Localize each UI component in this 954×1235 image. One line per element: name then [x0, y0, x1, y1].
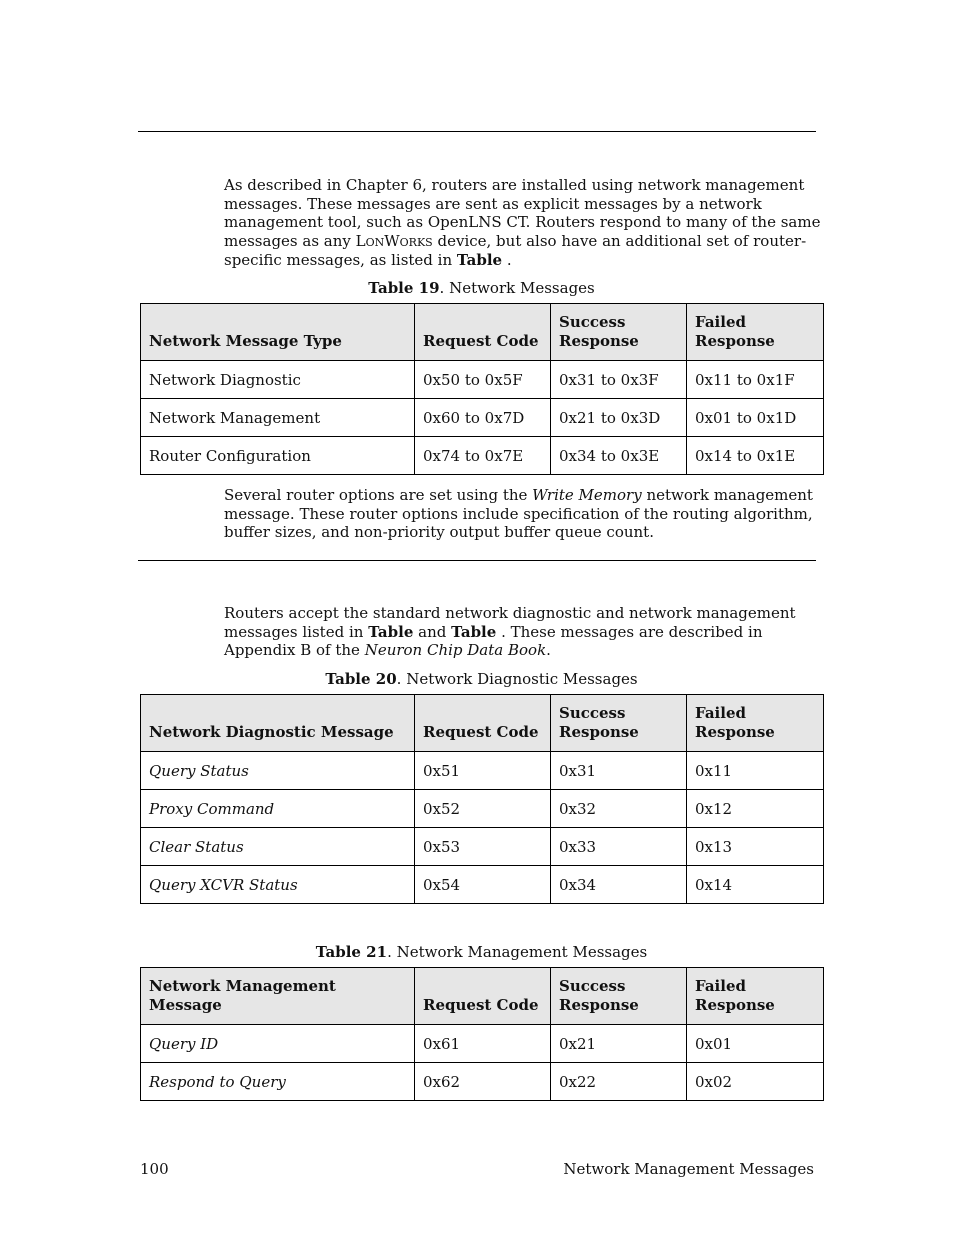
- table-cell: 0x51: [415, 752, 551, 790]
- table-cell: 0x52: [415, 790, 551, 828]
- table-reference: Table: [456, 250, 503, 269]
- table-cell: 0x31 to 0x3F: [551, 361, 687, 399]
- table-row: [141, 399, 824, 437]
- table-cell: Respond to Query: [141, 1063, 415, 1101]
- table-header-row: [141, 304, 824, 361]
- table-cell: 0x11 to 0x1F: [687, 361, 824, 399]
- header-cell: Failed Response: [687, 695, 824, 752]
- standard-text: Routers accept the standard network diagnostic and network management messages listed in: [224, 604, 796, 641]
- caption-label: Table 20: [325, 670, 397, 688]
- header-cell: Failed Response: [687, 304, 824, 361]
- options-text-2: network management message. These router options include specification of the routing algorithm, buffer sizes, and non-priority output buffer queue count.: [224, 486, 813, 542]
- options-text: Several router options are set using the: [224, 486, 533, 504]
- table-cell: 0x14 to 0x1E: [687, 437, 824, 475]
- table-cell: 0x14: [687, 866, 824, 904]
- table-reference: Table: [368, 622, 414, 641]
- table-cell: 0x60 to 0x7D: [415, 399, 551, 437]
- table19-caption: [140, 279, 823, 297]
- table-cell: Router Configuration: [141, 437, 415, 475]
- table-cell: Query ID: [141, 1025, 415, 1063]
- table-cell: 0x21 to 0x3D: [551, 399, 687, 437]
- intro-end: .: [502, 250, 512, 269]
- table-cell: 0x21: [551, 1025, 687, 1063]
- intro-text-2: device, but also have an additional set of router-specific messages, as listed in: [224, 232, 807, 269]
- table-cell: Query XCVR Status: [141, 866, 415, 904]
- table-row: [141, 1025, 824, 1063]
- table20-caption: [140, 670, 823, 688]
- table-cell: 0x31: [551, 752, 687, 790]
- table-header-row: [141, 968, 824, 1025]
- header-cell: Success Response: [551, 968, 687, 1025]
- caption-text: . Network Diagnostic Messages: [396, 670, 638, 688]
- table-reference: Table: [451, 622, 497, 641]
- table-cell: 0x12: [687, 790, 824, 828]
- router-options-paragraph: [224, 486, 824, 542]
- table-row: [141, 752, 824, 790]
- table-row: [141, 361, 824, 399]
- table-cell: 0x34: [551, 866, 687, 904]
- intro-paragraph: [224, 176, 824, 270]
- header-cell: Request Code: [415, 304, 551, 361]
- table-cell: 0x61: [415, 1025, 551, 1063]
- table-cell: 0x22: [551, 1063, 687, 1101]
- footer-section-title: Network Management Messages: [563, 1160, 814, 1178]
- table-cell: 0x34 to 0x3E: [551, 437, 687, 475]
- table-cell: Network Management: [141, 399, 415, 437]
- top-rule: [138, 131, 816, 132]
- caption-label: Table 21: [315, 943, 388, 961]
- table-cell: Clear Status: [141, 828, 415, 866]
- standard-text-end: .: [546, 641, 551, 660]
- caption-text: . Network Management Messages: [387, 943, 648, 961]
- table-cell: 0x01 to 0x1D: [687, 399, 824, 437]
- standard-text-2: and: [413, 622, 452, 641]
- table-cell: 0x32: [551, 790, 687, 828]
- section-rule: [138, 560, 816, 561]
- table-row: [141, 1063, 824, 1101]
- table-cell: 0x33: [551, 828, 687, 866]
- header-cell: Success Response: [551, 304, 687, 361]
- table-header-row: [141, 695, 824, 752]
- table21-caption: [140, 943, 823, 961]
- header-cell: Request Code: [415, 968, 551, 1025]
- table-cell: Proxy Command: [141, 790, 415, 828]
- network-management-messages-table: [140, 967, 824, 1101]
- caption-label: Table 19: [368, 279, 440, 297]
- header-cell: Failed Response: [687, 968, 824, 1025]
- table-cell: 0x50 to 0x5F: [415, 361, 551, 399]
- header-cell: Network Message Type: [141, 304, 415, 361]
- table-row: [141, 790, 824, 828]
- table-row: [141, 437, 824, 475]
- page-number: 100: [140, 1160, 169, 1178]
- header-cell: Success Response: [551, 695, 687, 752]
- intro-text: As described in Chapter 6, routers are installed using network management messages. These messages are sent as explicit messages by a network management tool, such as OpenLNS CT. Routers respond to many of the same messages as any: [224, 176, 821, 251]
- table-cell: 0x13: [687, 828, 824, 866]
- standard-messages-paragraph: [224, 604, 824, 660]
- header-cell: Network Management Message: [141, 968, 415, 1025]
- table-cell: Query Status: [141, 752, 415, 790]
- network-diagnostic-messages-table: [140, 694, 824, 904]
- network-messages-table: [140, 303, 824, 475]
- table-row: [141, 866, 824, 904]
- table-cell: 0x11: [687, 752, 824, 790]
- table-cell: 0x01: [687, 1025, 824, 1063]
- table-cell: Network Diagnostic: [141, 361, 415, 399]
- book-title: Neuron Chip Data Book: [364, 641, 547, 660]
- header-cell: Request Code: [415, 695, 551, 752]
- table-row: [141, 828, 824, 866]
- standard-text-3: . These messages are described in Appendix B of the: [224, 622, 763, 660]
- lonworks-term: LonWorks: [355, 232, 433, 251]
- header-cell: Network Diagnostic Message: [141, 695, 415, 752]
- table-cell: 0x62: [415, 1063, 551, 1101]
- table-cell: 0x02: [687, 1063, 824, 1101]
- write-memory-term: Write Memory: [532, 486, 642, 504]
- table-cell: 0x74 to 0x7E: [415, 437, 551, 475]
- caption-text: . Network Messages: [439, 279, 595, 297]
- table-cell: 0x54: [415, 866, 551, 904]
- table-cell: 0x53: [415, 828, 551, 866]
